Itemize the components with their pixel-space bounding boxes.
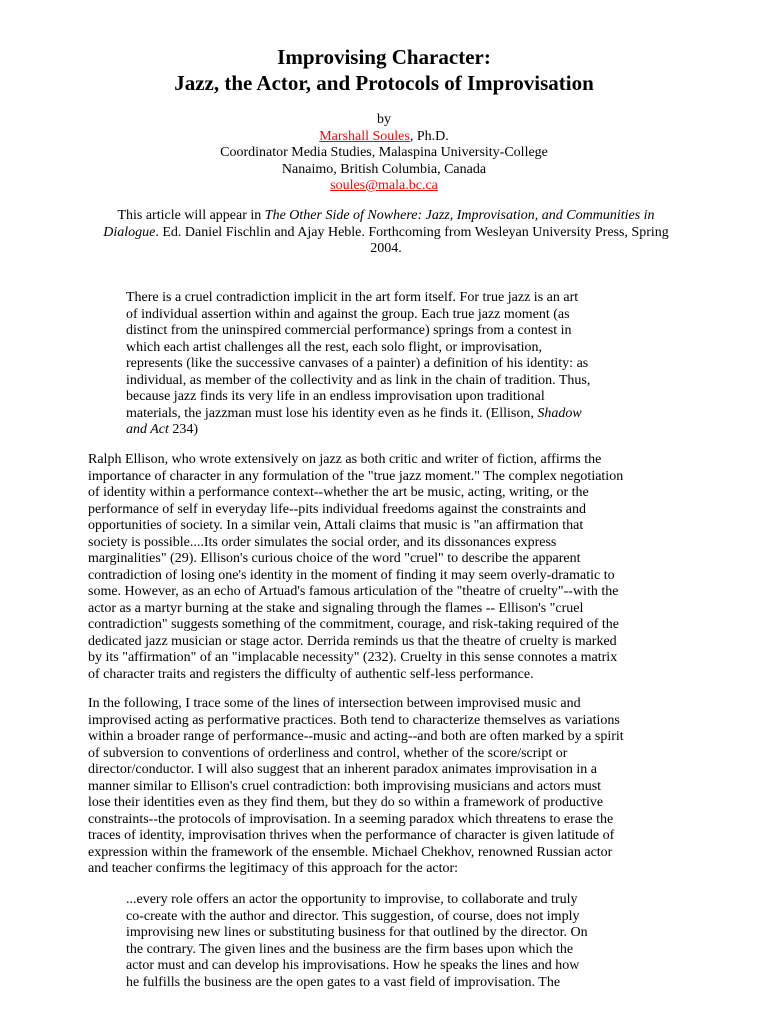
quote-line xyxy=(126,406,590,423)
article-title xyxy=(0,44,768,96)
note-prefix: This article will appear in xyxy=(117,208,265,223)
paragraph-line: of character traits and registers the difficulty of authentic self-less performance. xyxy=(88,666,534,682)
quote-line xyxy=(126,422,590,439)
paragraph-line: performance of self in everyday life--pits individual freedoms against the constraints and xyxy=(88,501,586,517)
quote-line: distinct from the uninspired commercial performance) springs from a contest in xyxy=(126,323,572,338)
paragraph-line: of identity within a performance context--whether the art be music, acting, writing, or the xyxy=(88,485,589,500)
by-label: by xyxy=(377,112,391,127)
quote-line: the contrary. The given lines and the business are the firm bases upon which the xyxy=(126,941,574,957)
note-suffix: . Ed. Daniel Fischlin and Ajay Heble. Forthcoming from Wesleyan University Press, Spring 2004. xyxy=(155,224,669,256)
author-location: Nanaimo, British Columbia, Canada xyxy=(281,161,487,177)
citation-title-part-1: Shadow xyxy=(537,405,582,421)
paragraph-line: importance of character in any formulation of the "true jazz moment." The complex negotiation xyxy=(88,468,624,484)
byline xyxy=(0,112,768,195)
paragraph-line: marginalities" (29). Ellison's curious choice of the word "cruel" to describe the apparent xyxy=(88,551,581,566)
quote-line: individual, as member of the collectivity and as link in the chain of tradition. Thus, xyxy=(126,372,591,388)
book-title: The Other Side of Nowhere: Jazz, Improvisation, and Communities in Dialogue xyxy=(103,208,655,240)
paragraph-line: contradiction" suggests something of the commitment, courage, and risk-taking required of the xyxy=(88,617,619,632)
paragraph-2 xyxy=(88,696,624,878)
paragraph-line: expression within the framework of the ensemble. Michael Chekhov, renowned Russian actor xyxy=(88,844,613,860)
paragraph-line: some. However, as an echo of Artuad's famous articulation of the "theatre of cruelty"--with the xyxy=(88,584,619,599)
paragraph-line: opportunities of society. In a similar vein, Attali claims that music is "an affirmation that xyxy=(88,518,584,533)
paragraph-line: improvised acting as performative practices. Both tend to characterize themselves as variations xyxy=(88,712,620,728)
author-suffix: , Ph.D. xyxy=(409,128,449,144)
paragraph-line: by its "affirmation" of an "implacable necessity" (232). Cruelty in this sense connotes a matrix xyxy=(88,650,618,665)
paragraph-line: and teacher confirms the legitimacy of this approach for the actor: xyxy=(88,861,459,876)
paragraph-line: Ralph Ellison, who wrote extensively on jazz as both critic and writer of fiction, affirms the xyxy=(88,452,602,467)
quote-line: There is a cruel contradiction implicit in the art form itself. For true jazz is an art xyxy=(126,290,579,305)
quote-line: ...every role offers an actor the opportunity to improvise, to collaborate and truly xyxy=(126,892,578,907)
citation-title-part-2: and Act xyxy=(126,422,169,437)
publication-note xyxy=(88,208,684,258)
paragraph-line: of subversion to conventions of orderliness and control, whether of the score/script or xyxy=(88,745,568,761)
author-line xyxy=(0,129,768,146)
quote-line: improvising new lines or substituting business for that outlined by the director. On xyxy=(126,925,588,940)
paragraph-line: actor as a martyr burning at the stake and signaling through the flames -- Ellison's "cruel xyxy=(88,600,584,616)
paragraph-line: dedicated jazz musician or stage actor. Derrida reminds us that the theatre of cruelty is marked xyxy=(88,633,617,649)
quote-line: he fulfills the business are the open gates to a vast field of improvisation. The xyxy=(126,974,561,990)
quote-line: co-create with the author and director. This suggestion, of course, does not imply xyxy=(126,908,580,924)
block-quote-ellison xyxy=(126,290,590,439)
quote-line: because jazz finds its very life in an endless improvisation upon traditional xyxy=(126,389,545,404)
paragraph-line: In the following, I trace some of the lines of intersection between improvised music and xyxy=(88,696,581,711)
quote-line: of individual assertion within and against the group. Each true jazz moment (as xyxy=(126,306,570,322)
paragraph-line: lose their identities even as they find them, but they do so within a framework of productive xyxy=(88,795,604,810)
quote-line-text: materials, the jazzman must lose his identity even as he finds it. (Ellison, xyxy=(126,405,538,421)
quote-line: which each artist challenges all the rest, each solo flight, or improvisation, xyxy=(126,339,542,355)
email-link[interactable]: soules@mala.bc.ca xyxy=(330,178,438,193)
paragraph-line: society is possible....Its order simulates the social order, and its dissonances express xyxy=(88,534,557,550)
title-line-1: Improvising Character: xyxy=(277,45,491,69)
author-position: Coordinator Media Studies, Malaspina University-College xyxy=(220,145,548,160)
paragraph-line: manner similar to Ellison's cruel contradiction: both improvising musicians and actors must xyxy=(88,778,602,794)
block-quote-chekhov xyxy=(126,892,588,991)
quote-line: represents (like the successive canvases of a painter) a definition of his identity: as xyxy=(126,356,589,371)
citation-page: 234) xyxy=(168,422,199,437)
paragraph-line: within a broader range of performance--music and acting--and both are often marked by a spirit xyxy=(88,729,624,744)
quote-line: actor must and can develop his improvisations. How he speaks the lines and how xyxy=(126,958,580,973)
paragraph-line: constraints--the protocols of improvisation. In a seeming paradox which threatens to erase the xyxy=(88,811,614,827)
paragraph-1 xyxy=(88,452,623,683)
title-line-2: Jazz, the Actor, and Protocols of Improvisation xyxy=(174,71,594,95)
author-link[interactable]: Marshall Soules xyxy=(319,128,410,144)
paragraph-line: contradiction of losing one's identity in the moment of finding it may seem overly-dramatic to xyxy=(88,567,615,583)
paragraph-line: traces of identity, improvisation thrives when the performance of character is given latitude of xyxy=(88,828,615,843)
paragraph-line: director/conductor. I will also suggest that an inherent paradox animates improvisation in a xyxy=(88,762,597,777)
